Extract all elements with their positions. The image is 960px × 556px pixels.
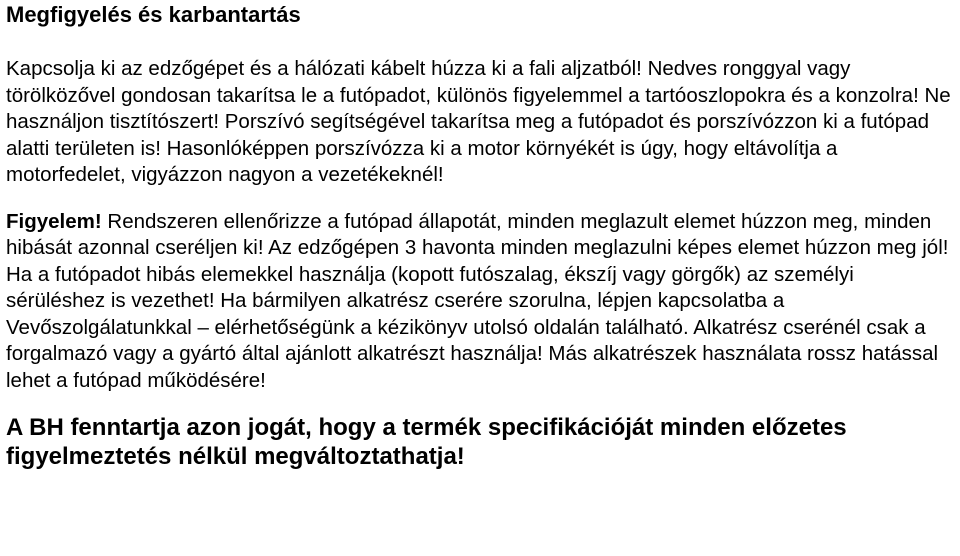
specification-notice: A BH fenntartja azon jogát, hogy a termék specifikációját minden előzetes figyelmeztetés nélkül megváltoztathatja! [6,414,847,470]
warning-text: Rendszeren ellenőrizze a futópad állapotát, minden meglazult elemet húzzon meg, minden hibását azonnal cseréljen ki! Az edzőgépen 3 havonta minden meglazulni képes elemet húzzon meg jól! Ha a futópadot hibás elemekkel használja (kopott futószalag, ékszíj vagy görgők) az személyi sérüléshez is vezethet! Ha bármilyen alkatrész cserére szorulna, lépjen kapcsolatba a Vevőszolgálatunkkal – elérhetőségünk a kézikönyv utolsó oldalán található. Alkatrész cserénél csak a forgalmazó vagy a gyártó által ajánlott alkatrészt használja! Más alkatrészek használata rossz hatással lehet a futópad működésére! [6,209,949,392]
cleaning-instructions-paragraph: Kapcsolja ki az edzőgépet és a hálózati kábelt húzza ki a fali aljzatból! Nedves ronggyal vagy törölközővel gondosan takarítsa le a futópadot, különös figyelemmel a tartóoszlopokra és a konzolra! Ne használjon tisztítószert! Porszívó segítségével takarítsa meg a futópadot és porszívózzon ki a futópad alatti területen is! Hasonlóképpen porszívózza ki a motor környékét is úgy, hogy eltávolítja a motorfedelet, vigyázzon nagyon a vezetékeknél! [6,57,951,186]
maintenance-warning-paragraph [6,209,954,395]
document-page [6,0,954,471]
warning-label: Figyelem! [6,209,102,233]
section-title: Megfigyelés és karbantartás [6,2,301,27]
